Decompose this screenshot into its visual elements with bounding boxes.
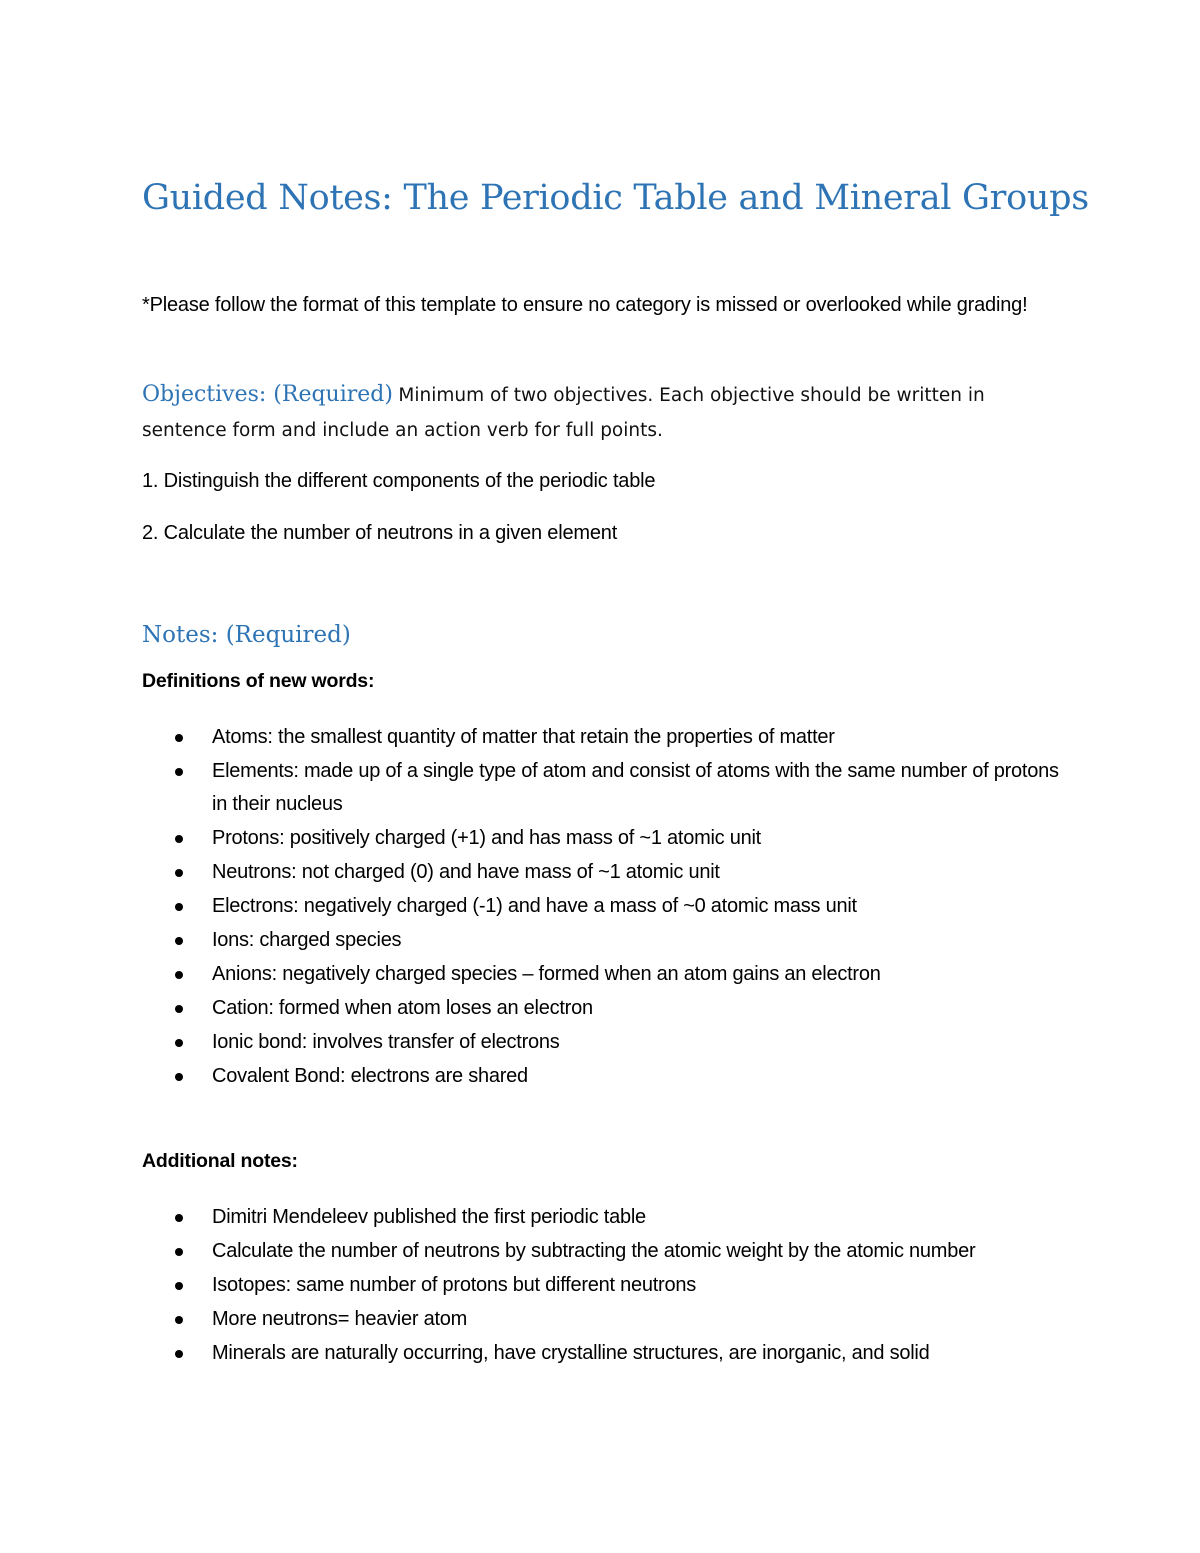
additional-note-text: Dimitri Mendeleev published the first periodic table <box>212 1206 646 1228</box>
bullet-icon <box>175 835 183 843</box>
list-item <box>142 1269 1062 1302</box>
list-item <box>142 958 1062 991</box>
objectives-heading: Objectives: (Required) <box>142 382 393 407</box>
definition-text: Ions: charged species <box>212 929 402 951</box>
objective-item: 1. Distinguish the different components of the periodic table <box>142 470 656 492</box>
definition-text: Anions: negatively charged species – formed when an atom gains an electron <box>212 963 881 985</box>
definition-text: Ionic bond: involves transfer of electrons <box>212 1031 560 1053</box>
bullet-icon <box>175 1039 183 1047</box>
bullet-icon <box>175 1073 183 1081</box>
objective-item: 2. Calculate the number of neutrons in a given element <box>142 522 618 544</box>
bullet-icon <box>175 1214 183 1222</box>
bullet-icon <box>175 1316 183 1324</box>
definition-text: Neutrons: not charged (0) and have mass of ~1 atomic unit <box>212 861 720 883</box>
bullet-icon <box>175 1248 183 1256</box>
bullet-icon <box>175 768 183 776</box>
definition-text: Atoms: the smallest quantity of matter that retain the properties of matter <box>212 726 835 748</box>
definition-text: Cation: formed when atom loses an electron <box>212 997 593 1019</box>
additional-note-text: Minerals are naturally occurring, have crystalline structures, are inorganic, and solid <box>212 1342 930 1364</box>
bullet-icon <box>175 734 183 742</box>
objectives-section <box>142 378 1062 448</box>
additional-note-text: More neutrons= heavier atom <box>212 1308 468 1330</box>
additional-note-text: Calculate the number of neutrons by subtracting the atomic weight by the atomic number <box>212 1240 976 1262</box>
page-title: Guided Notes: The Periodic Table and Mineral Groups <box>142 178 1089 218</box>
list-item <box>142 856 1062 889</box>
definition-text: Elements: made up of a single type of atom and consist of atoms with the same number of protons in their nucleus <box>212 760 1059 815</box>
bullet-icon <box>175 1282 183 1290</box>
list-item <box>142 924 1062 957</box>
list-item <box>142 1201 1062 1234</box>
list-item <box>142 822 1062 855</box>
additional-notes-heading: Additional notes: <box>142 1150 298 1172</box>
list-item <box>142 1026 1062 1059</box>
list-item <box>142 890 1062 923</box>
definitions-list <box>142 721 1062 1094</box>
bullet-icon <box>175 1005 183 1013</box>
additional-note-text: Isotopes: same number of protons but different neutrons <box>212 1274 696 1296</box>
bullet-icon <box>175 937 183 945</box>
notes-heading: Notes: (Required) <box>142 622 351 648</box>
list-item <box>142 1337 1062 1370</box>
list-item <box>142 1060 1062 1093</box>
list-item <box>142 721 1062 754</box>
list-item <box>142 1235 1062 1268</box>
list-item <box>142 755 1062 821</box>
bullet-icon <box>175 869 183 877</box>
bullet-icon <box>175 1350 183 1358</box>
bullet-icon <box>175 971 183 979</box>
definition-text: Covalent Bond: electrons are shared <box>212 1065 528 1087</box>
definition-text: Protons: positively charged (+1) and has mass of ~1 atomic unit <box>212 827 761 849</box>
objectives-description: Minimum of two objectives. Each objective should be written in sentence form and include an action verb for full points. <box>142 385 985 441</box>
bullet-icon <box>175 903 183 911</box>
definitions-heading: Definitions of new words: <box>142 670 375 692</box>
definition-text: Electrons: negatively charged (-1) and have a mass of ~0 atomic mass unit <box>212 895 857 917</box>
list-item <box>142 992 1062 1025</box>
additional-notes-list <box>142 1201 1062 1371</box>
format-instructions: *Please follow the format of this template to ensure no category is missed or overlooked while grading! <box>142 294 1028 316</box>
list-item <box>142 1303 1062 1336</box>
